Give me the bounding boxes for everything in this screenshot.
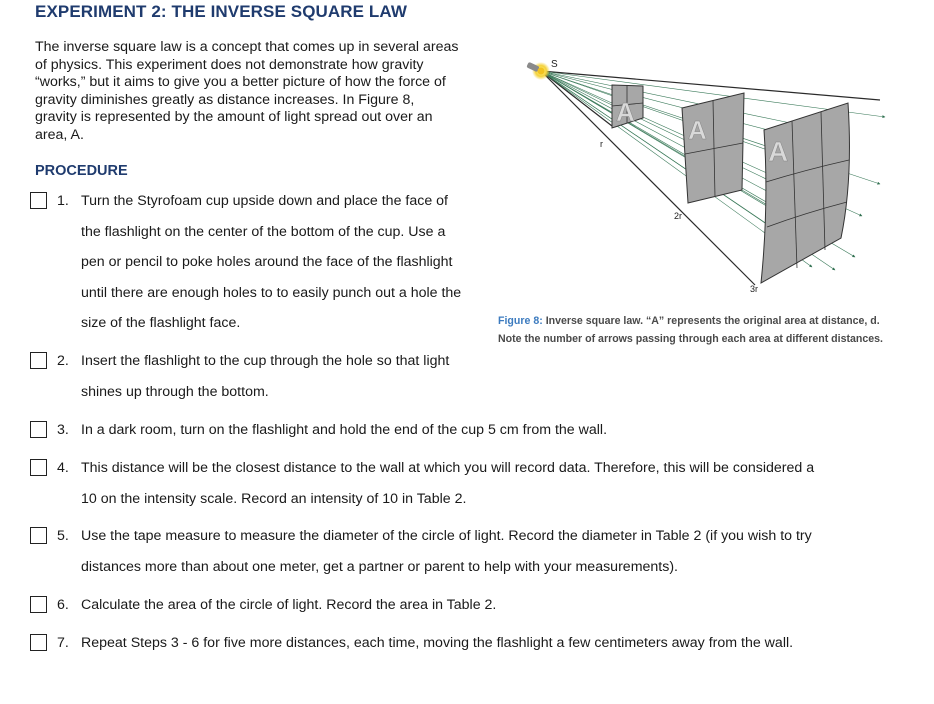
step-line: Use the tape measure to measure the diameter of the circle of light. Record the diameter in Table 2 (if you wish to try (81, 528, 812, 544)
step-7-checkbox[interactable] (30, 634, 47, 651)
step-text (81, 186, 521, 339)
step-4-checkbox[interactable] (30, 459, 47, 476)
step-text (81, 628, 931, 659)
distance-label-3r: 3r (750, 284, 759, 294)
step-line: 10 on the intensity scale. Record an intensity of 10 in Table 2. (81, 490, 467, 507)
step-6-checkbox[interactable] (30, 596, 47, 613)
step-line: Turn the Styrofoam cup upside down and place the face of (81, 193, 448, 209)
step-2-checkbox[interactable] (30, 352, 47, 369)
step-number: 4. (57, 460, 69, 476)
distance-label-r: r (600, 139, 603, 149)
step-line: size of the flashlight face. (81, 315, 241, 331)
step-number: 2. (57, 353, 69, 369)
step-number: 7. (57, 635, 69, 651)
area-panel-3r (761, 103, 849, 283)
intro-line: The inverse square law is a concept that comes up in several areas (35, 39, 459, 55)
step-number: 3. (57, 422, 69, 438)
step-5-checkbox[interactable] (30, 527, 47, 544)
figure-label: Figure 8: (498, 315, 543, 327)
intro-line: “works,” but it aims to give you a better picture of how the force of (35, 74, 446, 90)
step-line: pen or pencil to poke holes around the face of the flashlight (81, 254, 453, 270)
area-label: A (616, 97, 635, 127)
intro-line: area, A. (35, 126, 84, 143)
step-3-checkbox[interactable] (30, 421, 47, 438)
step-line: until there are enough holes to to easily punch out a hole the (81, 284, 462, 301)
area-panel-r (612, 85, 643, 128)
step-text (81, 415, 921, 446)
page-title: EXPERIMENT 2: THE INVERSE SQUARE LAW (35, 2, 407, 21)
area-label: A (688, 115, 707, 145)
area-panel-2r (682, 93, 744, 203)
intro-line: gravity diminishes greatly as distance increases. In Figure 8, (35, 91, 415, 108)
caption-line: Note the number of arrows passing through each area at different distances. (498, 333, 883, 345)
inverse-square-law-figure (497, 43, 933, 305)
step-number: 6. (57, 597, 69, 613)
step-1-checkbox[interactable] (30, 192, 47, 209)
step-number: 1. (57, 193, 69, 209)
step-line: Insert the flashlight to the cup through the hole so that light (81, 353, 450, 369)
step-text (81, 346, 521, 407)
procedure-heading: PROCEDURE (35, 163, 128, 179)
intro-line: of physics. This experiment does not demonstrate how gravity (35, 56, 424, 73)
figure-caption (498, 312, 928, 348)
step-line: This distance will be the closest distance to the wall at which you will record data. Therefore, this will be considered a (81, 460, 815, 476)
step-text (81, 590, 921, 621)
step-line: shines up through the bottom. (81, 383, 269, 400)
step-text (81, 453, 931, 514)
intro-line: gravity is represented by the amount of light spread out over an (35, 109, 433, 125)
step-line: distances more than about one meter, get a partner or parent to help with your measurements). (81, 558, 678, 575)
caption-text: Inverse square law. “A” represents the original area at distance, d. (545, 315, 880, 327)
caption-line (498, 312, 928, 330)
step-line: Repeat Steps 3 - 6 for five more distances, each time, moving the flashlight a few centimeters away from the wall. (81, 635, 794, 651)
step-text (81, 521, 931, 582)
step-number: 5. (57, 528, 69, 544)
light-source (526, 62, 550, 80)
distance-label-2r: 2r (674, 211, 683, 221)
step-line: Calculate the area of the circle of light. Record the area in Table 2. (81, 597, 497, 613)
intro-paragraph (35, 39, 497, 144)
area-label: A (768, 136, 789, 167)
source-label: S (551, 59, 558, 70)
step-line: In a dark room, turn on the flashlight and hold the end of the cup 5 cm from the wall. (81, 422, 608, 438)
step-line: the flashlight on the center of the bottom of the cup. Use a (81, 223, 446, 240)
